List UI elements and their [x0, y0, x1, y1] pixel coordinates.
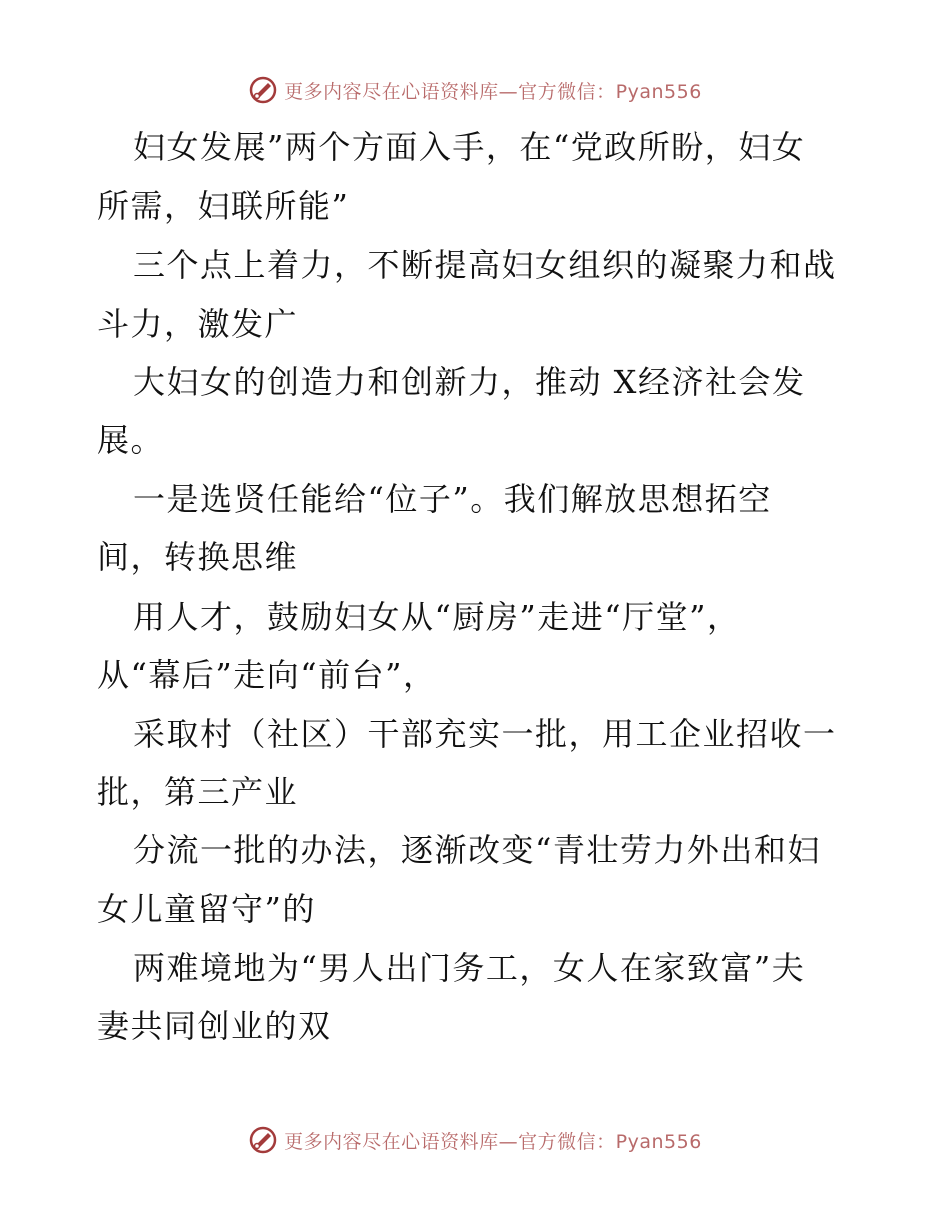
text-line: 批，第三产业 — [97, 773, 299, 811]
footer-watermark — [0, 1120, 950, 1160]
watermark-text: 更多内容尽在心语资料库—官方微信：Pyan556 — [284, 80, 702, 103]
text-line: 展。 — [97, 421, 165, 459]
text-line: 分流一批的办法，逐渐改变“青壮劳力外出和妇 — [133, 831, 821, 869]
text-line: 两难境地为“男人出门务工，女人在家致富”夫 — [133, 949, 806, 987]
text-line: 间，转换思维 — [97, 538, 299, 576]
text-line: 采取村（社区）干部充实一批，用工企业招收一 — [133, 715, 837, 753]
text-line: 三个点上着力，不断提高妇女组织的凝聚力和战 — [133, 246, 837, 284]
text-line: 妻共同创业的双 — [97, 1007, 332, 1045]
header-watermark — [0, 70, 950, 110]
text-line: 斗力，激发广 — [97, 305, 299, 343]
text-line: 一是选贤任能给“位子”。我们解放思想拓空 — [133, 480, 772, 518]
text-line: 用人才，鼓励妇女从“厨房”走进“厅堂”， — [133, 598, 741, 636]
text-line: 女儿童留守”的 — [97, 890, 316, 928]
text-line: 从“幕后”走向“前台”， — [97, 656, 437, 694]
watermark-text: 更多内容尽在心语资料库—官方微信：Pyan556 — [284, 1130, 702, 1153]
watermark-logo-icon — [248, 75, 278, 105]
watermark-logo-icon — [248, 1125, 278, 1155]
text-line: 所需，妇联所能” — [97, 187, 350, 225]
text-line: 妇女发展”两个方面入手，在“党政所盼，妇女 — [133, 128, 806, 166]
text-line: 大妇女的创造力和创新力，推动 X经济社会发 — [133, 363, 806, 401]
